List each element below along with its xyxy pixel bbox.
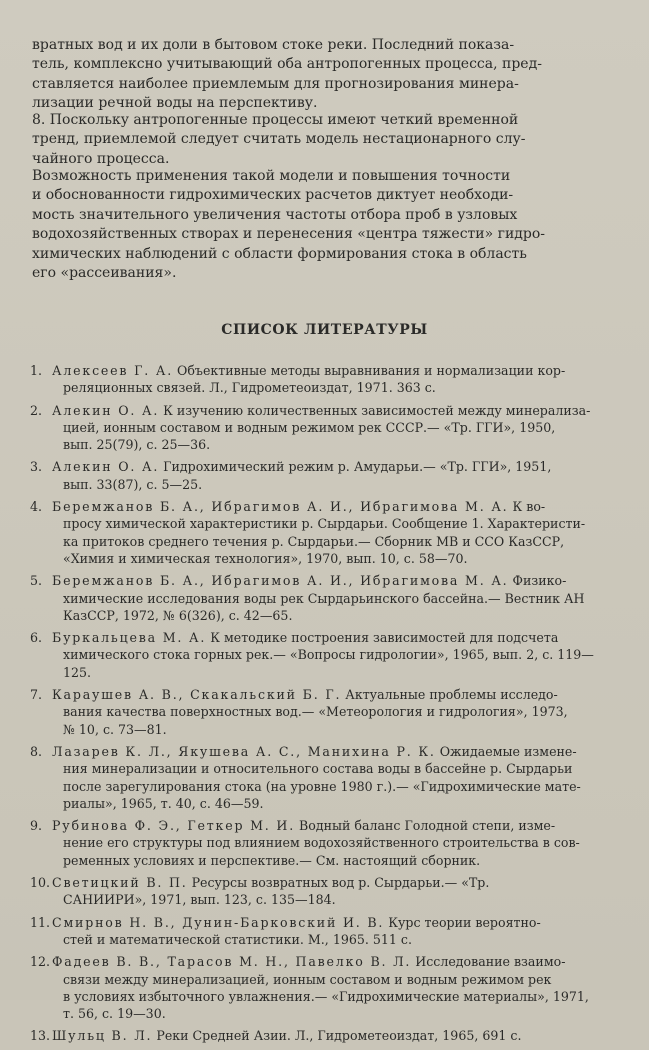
reference-continuation-line: цией, ионным составом и водным режимом рек СССР.— «Тр. ГГИ», 1950, bbox=[63, 419, 556, 435]
reference-item bbox=[30, 953, 630, 1022]
reference-item bbox=[30, 362, 630, 397]
reference-number: 7. bbox=[30, 687, 43, 703]
reference-continuation-line: нение его структуры под влиянием водохозяйственного строительства в сов- bbox=[63, 835, 580, 851]
reference-text: К изучению количественных зависимостей между минерализа- bbox=[159, 402, 591, 418]
reference-number: 13. bbox=[30, 1028, 51, 1044]
reference-text: Водный баланс Голодной степи, изме- bbox=[295, 818, 556, 834]
reference-continuation-line: связи между минерализацией, ионным составом и водным режимом рек bbox=[63, 971, 552, 987]
reference-continuation-line: химического стока горных рек.— «Вопросы гидрологии», 1965, вып. 2, с. 119— bbox=[63, 647, 594, 663]
references-title: СПИСОК ЛИТЕРАТУРЫ bbox=[221, 322, 428, 338]
reference-first-line bbox=[30, 402, 630, 419]
reference-item bbox=[30, 874, 630, 909]
text-line: и обоснованности гидрохимических расчетов диктует необходи- bbox=[32, 187, 514, 204]
reference-item bbox=[30, 458, 630, 493]
reference-continuation-line: вып. 25(79), с. 25—36. bbox=[63, 437, 211, 453]
reference-continuation-line: стей и математической статистики. М., 1965. 511 с. bbox=[63, 931, 412, 947]
reference-continuation-line: КазССР, 1972, № 6(326), с. 42—65. bbox=[63, 607, 293, 623]
reference-authors: Лазарев К. Л., Якушева А. С., Манихина Р. К. bbox=[52, 743, 436, 759]
reference-text: Курс теории вероятно- bbox=[384, 914, 541, 930]
reference-number: 5. bbox=[30, 573, 43, 589]
reference-continuation-line: реляционных связей. Л., Гидрометеоиздат, 1971. 363 с. bbox=[63, 380, 436, 396]
reference-continuation-line: риалы», 1965, т. 40, с. 46—59. bbox=[63, 795, 264, 811]
reference-text: Исследование взаимо- bbox=[411, 954, 566, 970]
reference-item bbox=[30, 743, 630, 812]
reference-authors: Беремжанов Б. А., Ибрагимов А. И., Ибрагимова М. А. bbox=[52, 573, 509, 589]
reference-number: 10. bbox=[30, 875, 51, 891]
reference-text: Объективные методы выравнивания и нормализации кор- bbox=[173, 363, 566, 378]
reference-authors: Караушев А. В., Скакальский Б. Г. bbox=[52, 687, 342, 703]
reference-authors: Смирнов Н. В., Дунин-Барковский И. В. bbox=[52, 914, 385, 930]
reference-continuation-line: вания качества поверхностных вод.— «Метеорология и гидрология», 1973, bbox=[63, 704, 568, 720]
text-line: Возможность применения такой модели и повышения точности bbox=[32, 168, 511, 184]
reference-item bbox=[30, 686, 630, 738]
reference-first-line bbox=[30, 1027, 630, 1044]
reference-continuation-line: ния минерализации и относительного состава воды в бассейне р. Сырдарьи bbox=[63, 761, 573, 777]
reference-number: 2. bbox=[30, 402, 43, 418]
reference-first-line bbox=[30, 953, 630, 970]
reference-continuation-line: «Химия и химическая технология», 1970, вып. 10, с. 58—70. bbox=[63, 550, 468, 566]
reference-first-line bbox=[30, 629, 630, 646]
reference-first-line bbox=[30, 498, 630, 515]
reference-continuation-line: т. 56, с. 19—30. bbox=[63, 1006, 166, 1022]
reference-continuation-line: в условиях избыточного увлажнения.— «Гидрохимические материалы», 1971, bbox=[63, 988, 589, 1004]
text-line: тренд, приемлемой следует считать модель нестационарного слу- bbox=[32, 131, 526, 148]
reference-number: 11. bbox=[30, 914, 51, 930]
reference-item bbox=[30, 817, 630, 869]
reference-text: Ожидаемые измене- bbox=[435, 743, 577, 759]
reference-item bbox=[30, 1027, 630, 1044]
reference-number: 6. bbox=[30, 630, 43, 646]
reference-text: К во- bbox=[508, 499, 546, 515]
reference-authors: Алексеев Г. А. bbox=[52, 363, 174, 378]
reference-item bbox=[30, 914, 630, 949]
reference-first-line bbox=[30, 362, 630, 379]
reference-item bbox=[30, 572, 630, 624]
text-line: ставляется наиболее приемлемым для прогнозирования минера- bbox=[32, 75, 519, 92]
reference-first-line bbox=[30, 817, 630, 834]
reference-continuation-line: просу химической характеристики р. Сырдарьи. Сообщение 1. Характеристи- bbox=[63, 516, 586, 532]
reference-text: Гидрохимический режим р. Амударьи.— «Тр. ГГИ», 1951, bbox=[159, 459, 552, 475]
paragraph-mineralization-indicator bbox=[32, 36, 630, 114]
reference-continuation-line: вып. 33(87), с. 5—25. bbox=[63, 476, 203, 492]
text-line: мость значительного увеличения частоты отбора проб в узловых bbox=[32, 206, 518, 223]
reference-first-line bbox=[30, 874, 630, 891]
text-line: чайного процесса. bbox=[32, 150, 170, 167]
reference-text: Актуальные проблемы исследо- bbox=[341, 687, 558, 703]
reference-item bbox=[30, 629, 630, 681]
reference-authors: Светицкий В. П. bbox=[52, 875, 188, 891]
reference-text: Реки Средней Азии. Л., Гидрометеоиздат, 1965, 691 с. bbox=[152, 1028, 522, 1044]
text-line: лизации речной воды на перспективу. bbox=[32, 95, 318, 112]
reference-number: 1. bbox=[30, 363, 43, 378]
reference-continuation-line: ка притоков среднего течения р. Сырдарьи.— Сборник МВ и ССО КазССР, bbox=[63, 533, 565, 549]
reference-number: 4. bbox=[30, 499, 43, 515]
reference-first-line bbox=[30, 914, 630, 931]
text-line: химических наблюдений с области формирования стока в область bbox=[32, 245, 527, 262]
reference-continuation-line: САНИИРИ», 1971, вып. 123, с. 135—184. bbox=[63, 892, 336, 908]
reference-authors: Алекин О. А. bbox=[52, 459, 160, 475]
reference-authors: Беремжанов Б. А., Ибрагимов А. И., Ибрагимова М. А. bbox=[52, 499, 509, 515]
text-line: водохозяйственных створах и перенесения «центра тяжести» гидро- bbox=[32, 226, 546, 243]
reference-first-line bbox=[30, 572, 630, 589]
reference-continuation-line: химические исследования воды рек Сырдарьинского бассейна.— Вестник АН bbox=[63, 590, 585, 606]
references-list bbox=[30, 362, 630, 1050]
reference-authors: Фадеев В. В., Тарасов М. Н., Павелко В. Л. bbox=[52, 954, 412, 970]
reference-number: 12. bbox=[30, 954, 51, 970]
paragraph-conclusion-8 bbox=[32, 111, 630, 169]
reference-item bbox=[30, 498, 630, 567]
reference-continuation-line: после зарегулирования стока (на уровне 1980 г.).— «Гидрохимические мате- bbox=[63, 778, 581, 794]
reference-item bbox=[30, 402, 630, 454]
reference-continuation-line: № 10, с. 73—81. bbox=[63, 721, 167, 737]
reference-first-line bbox=[30, 743, 630, 760]
reference-number: 8. bbox=[30, 743, 43, 759]
reference-first-line bbox=[30, 686, 630, 703]
reference-text: Физико- bbox=[508, 573, 567, 589]
reference-authors: Буркальцева М. А. bbox=[52, 630, 207, 646]
reference-authors: Рубинова Ф. Э., Геткер М. И. bbox=[52, 818, 295, 834]
paragraph-sampling-frequency bbox=[32, 167, 630, 283]
reference-first-line bbox=[30, 458, 630, 475]
reference-authors: Алекин О. А. bbox=[52, 402, 160, 418]
reference-text: Ресурсы возвратных вод р. Сырдарьи.— «Тр. bbox=[187, 875, 490, 891]
text-line: 8. Поскольку антропогенные процессы имеют четкий временной bbox=[32, 112, 519, 128]
reference-continuation-line: ременных условиях и перспективе.— См. настоящий сборник. bbox=[63, 852, 481, 868]
text-line: вратных вод и их доли в бытовом стоке реки. Последний показа- bbox=[32, 37, 515, 53]
text-line: его «рассеивания». bbox=[32, 265, 177, 282]
reference-number: 9. bbox=[30, 818, 43, 834]
text-line: тель, комплексно учитывающий оба антропогенных процесса, пред- bbox=[32, 56, 542, 73]
reference-continuation-line: 125. bbox=[63, 664, 92, 680]
reference-text: К методике построения зависимостей для подсчета bbox=[206, 630, 559, 646]
reference-number: 3. bbox=[30, 459, 43, 475]
reference-authors: Шульц В. Л. bbox=[52, 1028, 153, 1044]
